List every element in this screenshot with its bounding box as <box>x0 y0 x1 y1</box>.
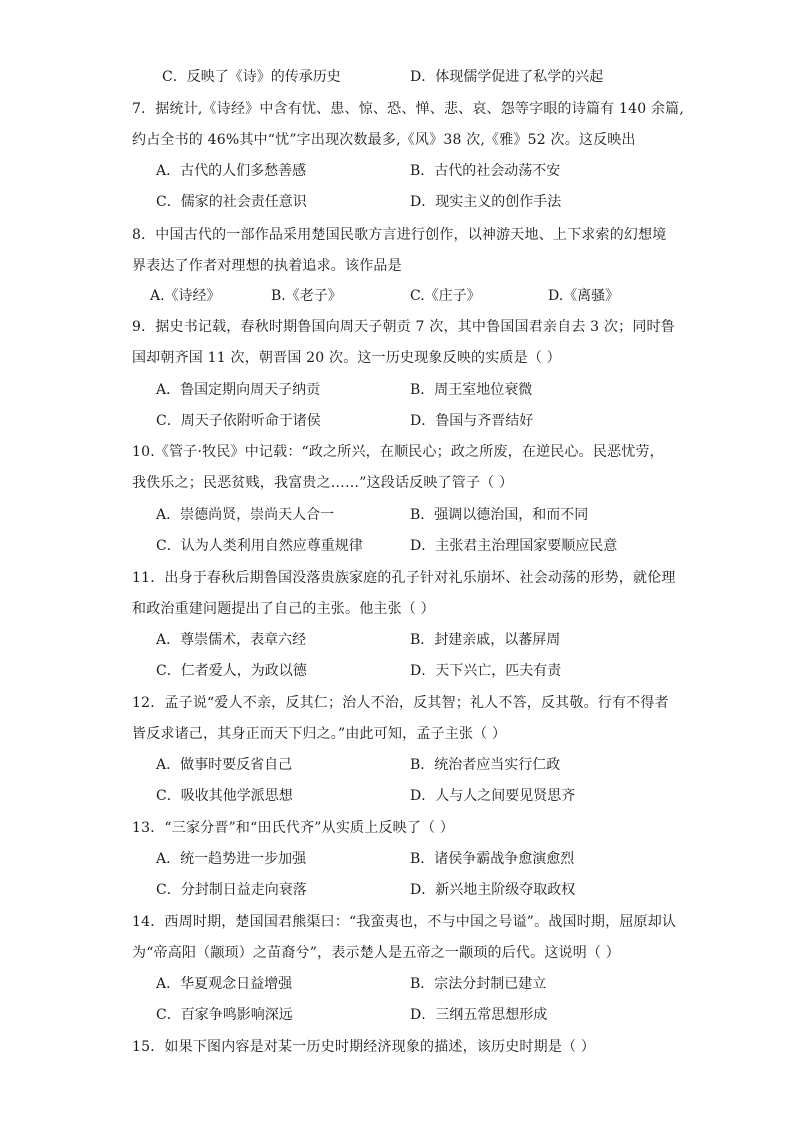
question-stem-line: 8．中国古代的一部作品采用楚国民歌方言进行创作，以神游天地、上下求索的幻想境 <box>132 227 667 243</box>
option-c: C．百家争鸣影响深远 <box>156 1007 293 1023</box>
question-stem-line: 7．据统计,《诗经》中含有忧、患、惊、恐、惮、悲、哀、怨等字眼的诗篇有 140 余篇, <box>132 101 685 117</box>
question-stem-line: 9．据史书记载，春秋时期鲁国向周天子朝贡 7 次，其中鲁国国君亲自去 3 次；同时鲁 <box>132 319 675 335</box>
option-d: D.《离骚》 <box>548 288 620 304</box>
option-a: A．华夏观念日益增强 <box>156 976 293 992</box>
question-stem-line: 12．孟子说“爱人不亲，反其仁；治人不治，反其智；礼人不答，反其敬。行有不得者 <box>132 695 669 711</box>
option-d: D．三纲五常思想形成 <box>410 1007 548 1023</box>
question-stem-line: 为“帝高阳（颛顼）之苗裔兮”，表示楚人是五帝之一颛顼的后代。这说明（ ） <box>132 945 620 961</box>
option-c: C．分封制日益走向衰落 <box>156 882 307 898</box>
option-a: A．做事时要反省自己 <box>156 757 293 773</box>
option-b: B．周王室地位衰微 <box>410 382 533 398</box>
question-stem-line: 15．如果下图内容是对某一历史时期经济现象的描述，该历史时期是（ ） <box>132 1039 596 1055</box>
option-b: B．诸侯争霸战争愈演愈烈 <box>410 851 575 867</box>
option-c: C.《庄子》 <box>410 288 481 304</box>
question-stem-line: 和政治重建问题提出了自己的主张。他主张（ ） <box>132 601 435 617</box>
option-b: B．古代的社会动荡不安 <box>410 163 561 179</box>
q6-option-d: D．体现儒学促进了私学的兴起 <box>410 69 604 85</box>
option-a: A．统一趋势进一步加强 <box>156 851 307 867</box>
question-stem-line: 皆反求诸己，其身正而天下归之。”由此可知，孟子主张（ ） <box>132 726 507 742</box>
option-b: B.《老子》 <box>271 288 342 304</box>
question-stem-line: 11．出身于春秋后期鲁国没落贵族家庭的孔子针对礼乐崩坏、社会动荡的形势，就伦理 <box>132 570 676 586</box>
option-a: A．古代的人们多愁善感 <box>156 163 307 179</box>
question-stem-line: 约占全书的 46%其中“忧”字出现次数最多,《风》38 次,《雅》52 次。这反映出 <box>132 132 636 148</box>
option-b: B．统治者应当实行仁政 <box>410 757 561 773</box>
question-stem-line: 10.《管子·牧民》中记载：“政之所兴，在顺民心；政之所废，在逆民心。民恶忧劳， <box>132 444 664 460</box>
option-a: A.《诗经》 <box>150 288 221 304</box>
option-c: C．周天子依附听命于诸侯 <box>156 413 321 429</box>
option-d: D．鲁国与齐晋结好 <box>410 413 534 429</box>
question-stem-line: 13．“三家分晋”和“田氏代齐”从实质上反映了（ ） <box>132 820 455 836</box>
option-a: A．尊崇儒术，表章六经 <box>156 632 307 648</box>
q6-option-c: C．反映了《诗》的传承历史 <box>162 69 341 85</box>
option-d: D．现实主义的创作手法 <box>410 194 562 210</box>
option-b: B．宗法分封制已建立 <box>410 976 547 992</box>
option-c: C．吸收其他学派思想 <box>156 788 293 804</box>
option-d: D．主张君主治理国家要顺应民意 <box>410 538 618 554</box>
option-a: A．崇德尚贤，崇尚天人合一 <box>156 507 335 523</box>
option-b: B．强调以德治国，和而不同 <box>410 507 589 523</box>
option-c: C．仁者爱人，为政以德 <box>156 663 307 679</box>
question-stem-line: 我佚乐之；民恶贫贱，我富贵之……”这段话反映了管子（ ） <box>132 475 514 491</box>
option-a: A．鲁国定期向周天子纳贡 <box>156 382 321 398</box>
option-b: B．封建亲戚，以蕃屏周 <box>410 632 561 648</box>
option-c: C．儒家的社会责任意识 <box>156 194 307 210</box>
option-d: D．人与人之间要见贤思齐 <box>410 788 576 804</box>
question-stem-line: 14．西周时期，楚国国君熊渠曰：“我蛮夷也，不与中国之号谥”。战国时期，屈原却认 <box>132 914 677 930</box>
question-stem-line: 国却朝齐国 11 次，朝晋国 20 次。这一历史现象反映的实质是（ ） <box>132 350 561 366</box>
option-d: D．天下兴亡，匹夫有责 <box>410 663 562 679</box>
option-d: D．新兴地主阶级夺取政权 <box>410 882 576 898</box>
question-stem-line: 界表达了作者对理想的执着追求。该作品是 <box>132 258 402 274</box>
option-c: C．认为人类利用自然应尊重规律 <box>156 538 363 554</box>
